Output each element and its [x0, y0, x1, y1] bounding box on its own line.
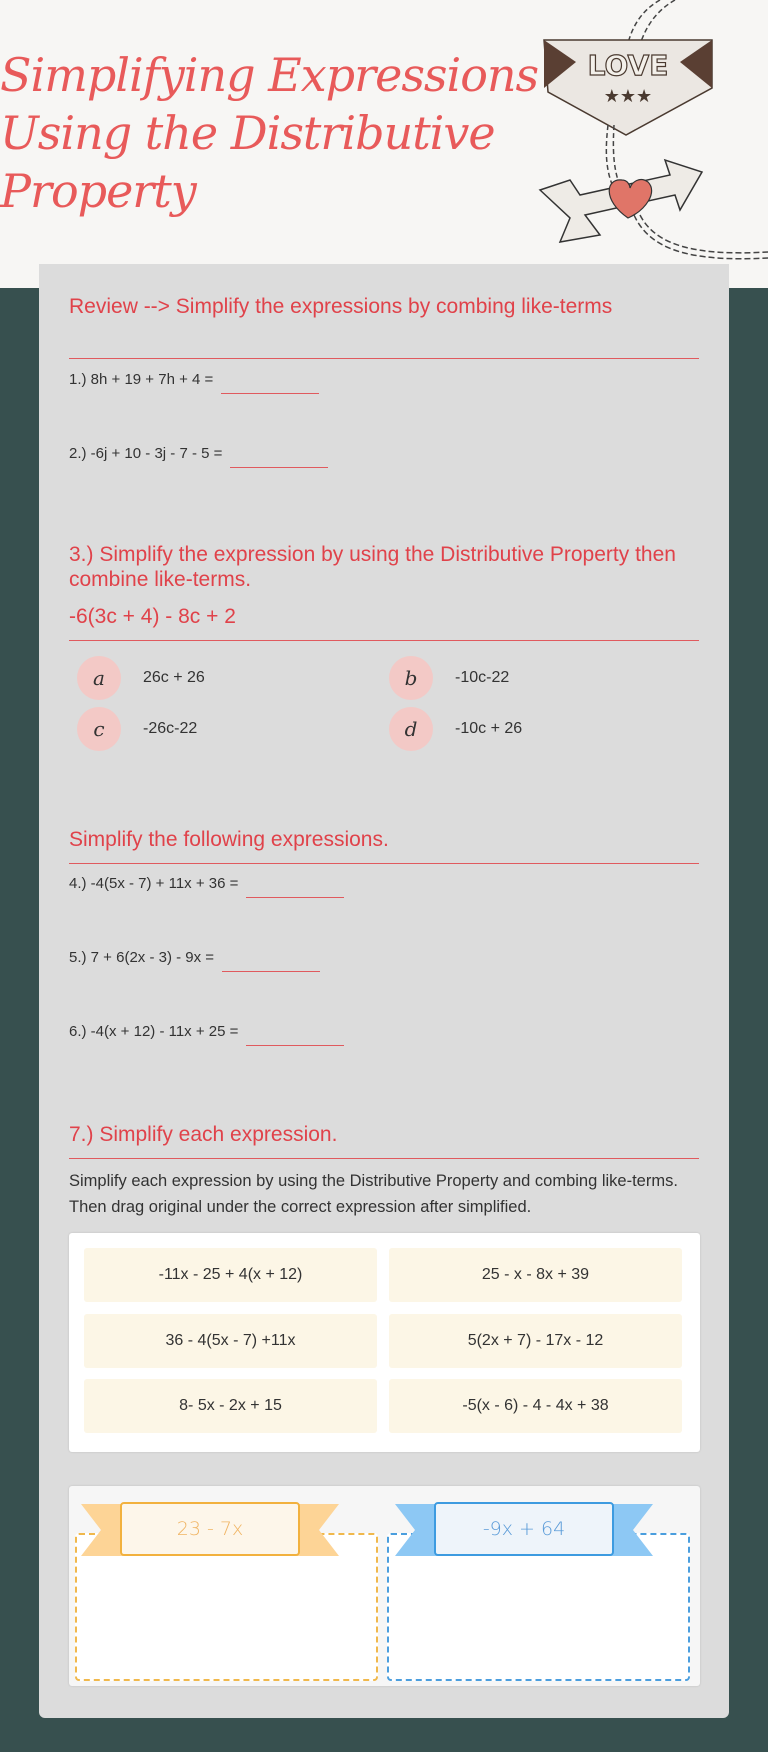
category-ribbon-left [81, 1494, 339, 1556]
question-2 [69, 445, 328, 462]
question-label: 4.) -4(5x - 7) + 11x + 36 = [69, 875, 239, 892]
love-banner-icon [530, 0, 768, 290]
drag-tile[interactable]: 36 - 4(5x - 7) +11x [84, 1314, 377, 1368]
option-text: -10c-22 [455, 669, 510, 686]
drag-tile[interactable]: -5(x - 6) - 4 - 4x + 38 [389, 1379, 682, 1433]
simplify-title: Simplify the following expressions. [69, 828, 389, 851]
option-text: -10c + 26 [455, 720, 523, 737]
divider [69, 863, 699, 864]
answer-input-5[interactable] [222, 971, 320, 972]
mc-title: 3.) Simplify the expression by using the Distributive Property then combine like-terms. [69, 543, 676, 591]
heart-arrow-icon [540, 160, 702, 242]
answer-input-6[interactable] [246, 1045, 344, 1046]
option-letter-badge: c [77, 707, 121, 751]
category-label: 23 - 7x [120, 1502, 300, 1556]
category-ribbon-right [395, 1494, 653, 1556]
category-label: -9x + 64 [434, 1502, 614, 1556]
drag-tile[interactable]: 8- 5x - 2x + 15 [84, 1379, 377, 1433]
tile-bank [69, 1233, 700, 1452]
option-b[interactable] [389, 656, 509, 700]
question-label: 1.) 8h + 19 + 7h + 4 = [69, 371, 214, 388]
drag-tile[interactable]: -11x - 25 + 4(x + 12) [84, 1248, 377, 1302]
option-text: -26c-22 [143, 720, 198, 737]
svg-text:★★★: ★★★ [603, 86, 653, 107]
page-title: Simplifying Expressions Using the Distributive Property [0, 48, 539, 218]
option-letter-badge: d [389, 707, 433, 751]
drop-area [69, 1486, 700, 1686]
question-label: 6.) -4(x + 12) - 11x + 25 = [69, 1023, 239, 1040]
review-title: Review --> Simplify the expressions by combing like-terms [69, 295, 613, 318]
question-label: 2.) -6j + 10 - 3j - 7 - 5 = [69, 445, 223, 462]
dragdrop-title: 7.) Simplify each expression. [69, 1123, 338, 1146]
dragdrop-instructions: Simplify each expression by using the Distributive Property and combing like-terms. Then drag original under the correct expression after simplified. [69, 1172, 678, 1216]
option-letter-badge: b [389, 656, 433, 700]
option-text: 26c + 26 [143, 669, 205, 686]
question-6 [69, 1023, 344, 1040]
option-d[interactable] [389, 707, 522, 751]
drag-tile[interactable]: 5(2x + 7) - 17x - 12 [389, 1314, 682, 1368]
divider [69, 358, 699, 359]
question-label: 5.) 7 + 6(2x - 3) - 9x = [69, 949, 215, 966]
option-letter-badge: a [77, 656, 121, 700]
answer-input-1[interactable] [221, 393, 319, 394]
drag-tile[interactable]: 25 - x - 8x + 39 [389, 1248, 682, 1302]
question-4 [69, 875, 344, 892]
worksheet-header [0, 0, 768, 288]
option-a[interactable] [77, 656, 205, 700]
question-1 [69, 371, 319, 388]
answer-input-2[interactable] [230, 467, 328, 468]
answer-input-4[interactable] [246, 897, 344, 898]
divider [69, 640, 699, 641]
worksheet-card [39, 264, 729, 1718]
mc-expression: -6(3c + 4) - 8c + 2 [69, 605, 236, 628]
svg-text:LOVE: LOVE [587, 49, 669, 82]
divider [69, 1158, 699, 1159]
option-c[interactable] [77, 707, 197, 751]
question-5 [69, 949, 320, 966]
